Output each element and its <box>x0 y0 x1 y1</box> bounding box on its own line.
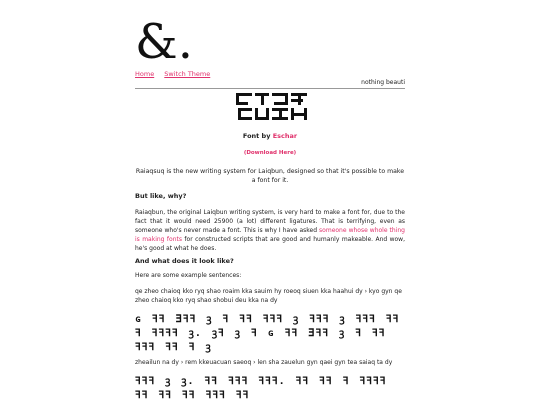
font-author-link[interactable]: Eschar <box>272 132 298 140</box>
example-glyphs-1: ɢ ꟻꟻ ⴺꟻꟻ ꝫ ꟻ ꟻꟻ ꟻꟻꟻ ꝫ ꟻꟻꟻ ꝫ ꟻꟻꟻ ꟻꟻ ꟻ ꟻꟻꟻꟻ ꝫ. ꝫꟻ ꝫ ꟻ ɢ ꟻꟻ ⴺꟻꟻ ꝫ ꟻ ꟻꟻ ꟻꟻꟻ ꟻꟻ ꟻ ꝫ <box>135 314 400 353</box>
nav-home-link[interactable]: Home <box>135 70 155 78</box>
font-credit <box>135 132 405 140</box>
nav-switch-theme-link[interactable]: Switch Theme <box>164 70 211 78</box>
download-link[interactable]: (Download Here) <box>243 150 297 156</box>
header-divider <box>135 88 405 89</box>
why-paragraph <box>135 208 405 253</box>
intro-paragraph: Raiaqsuq is the new writing system for Laiqbun, designed so that it's possible to make a font for it. <box>135 168 405 184</box>
examples-intro: Here are some example sentences: <box>135 272 242 279</box>
download-row <box>135 150 405 156</box>
why-text-part1: Raiaqbun, the original Laiqbun writing system, is very hard to make a font for, due to the fact that it would need 25900 (a lot) different ligatures. That is terrifying, even as someone who's never made a font. This is why I have asked <box>135 209 405 234</box>
heading-look: And what does it look like? <box>135 257 234 265</box>
example-sentence-2: zheailun na dy › rem kkeuacuan saeoq › len sha zauelun gyn qaei gyn tea saiaq ta dy <box>135 359 393 366</box>
top-nav <box>135 70 218 78</box>
why-text-part2: for constructed scripts that are good and humanly makeable. And wow, he's good at what he does. <box>135 236 405 252</box>
font-credit-label: Font by <box>242 132 273 140</box>
font-maker-link[interactable]: someone whose whole thing is making fonts <box>135 227 405 243</box>
raiaqsuq-title-logo <box>236 92 308 122</box>
example-glyphs-2: ꟻꟻꟻ ꝫ ꝫ. ꟻꟻ ꟻꟻꟻ ꟻꟻꟻ. ꟻꟻ ꟻꟻ ꟻ ꟻꟻꟻꟻ ꟻꟻ ꟻꟻ ꟻꟻ ꟻꟻꟻ ꟻꟻ <box>135 376 387 401</box>
site-tagline: nothing beauti <box>361 79 405 86</box>
site-logo[interactable]: &. <box>135 14 193 70</box>
heading-why: But like, why? <box>135 192 187 200</box>
example-sentence-1: qe zheo chaioq kko ryq shao roaim kka sauim hy roeoq siuen kka haahui dy › kyo gyn qe zheo chaioq kko ryq shao shobui deu kka na dy <box>135 288 402 304</box>
